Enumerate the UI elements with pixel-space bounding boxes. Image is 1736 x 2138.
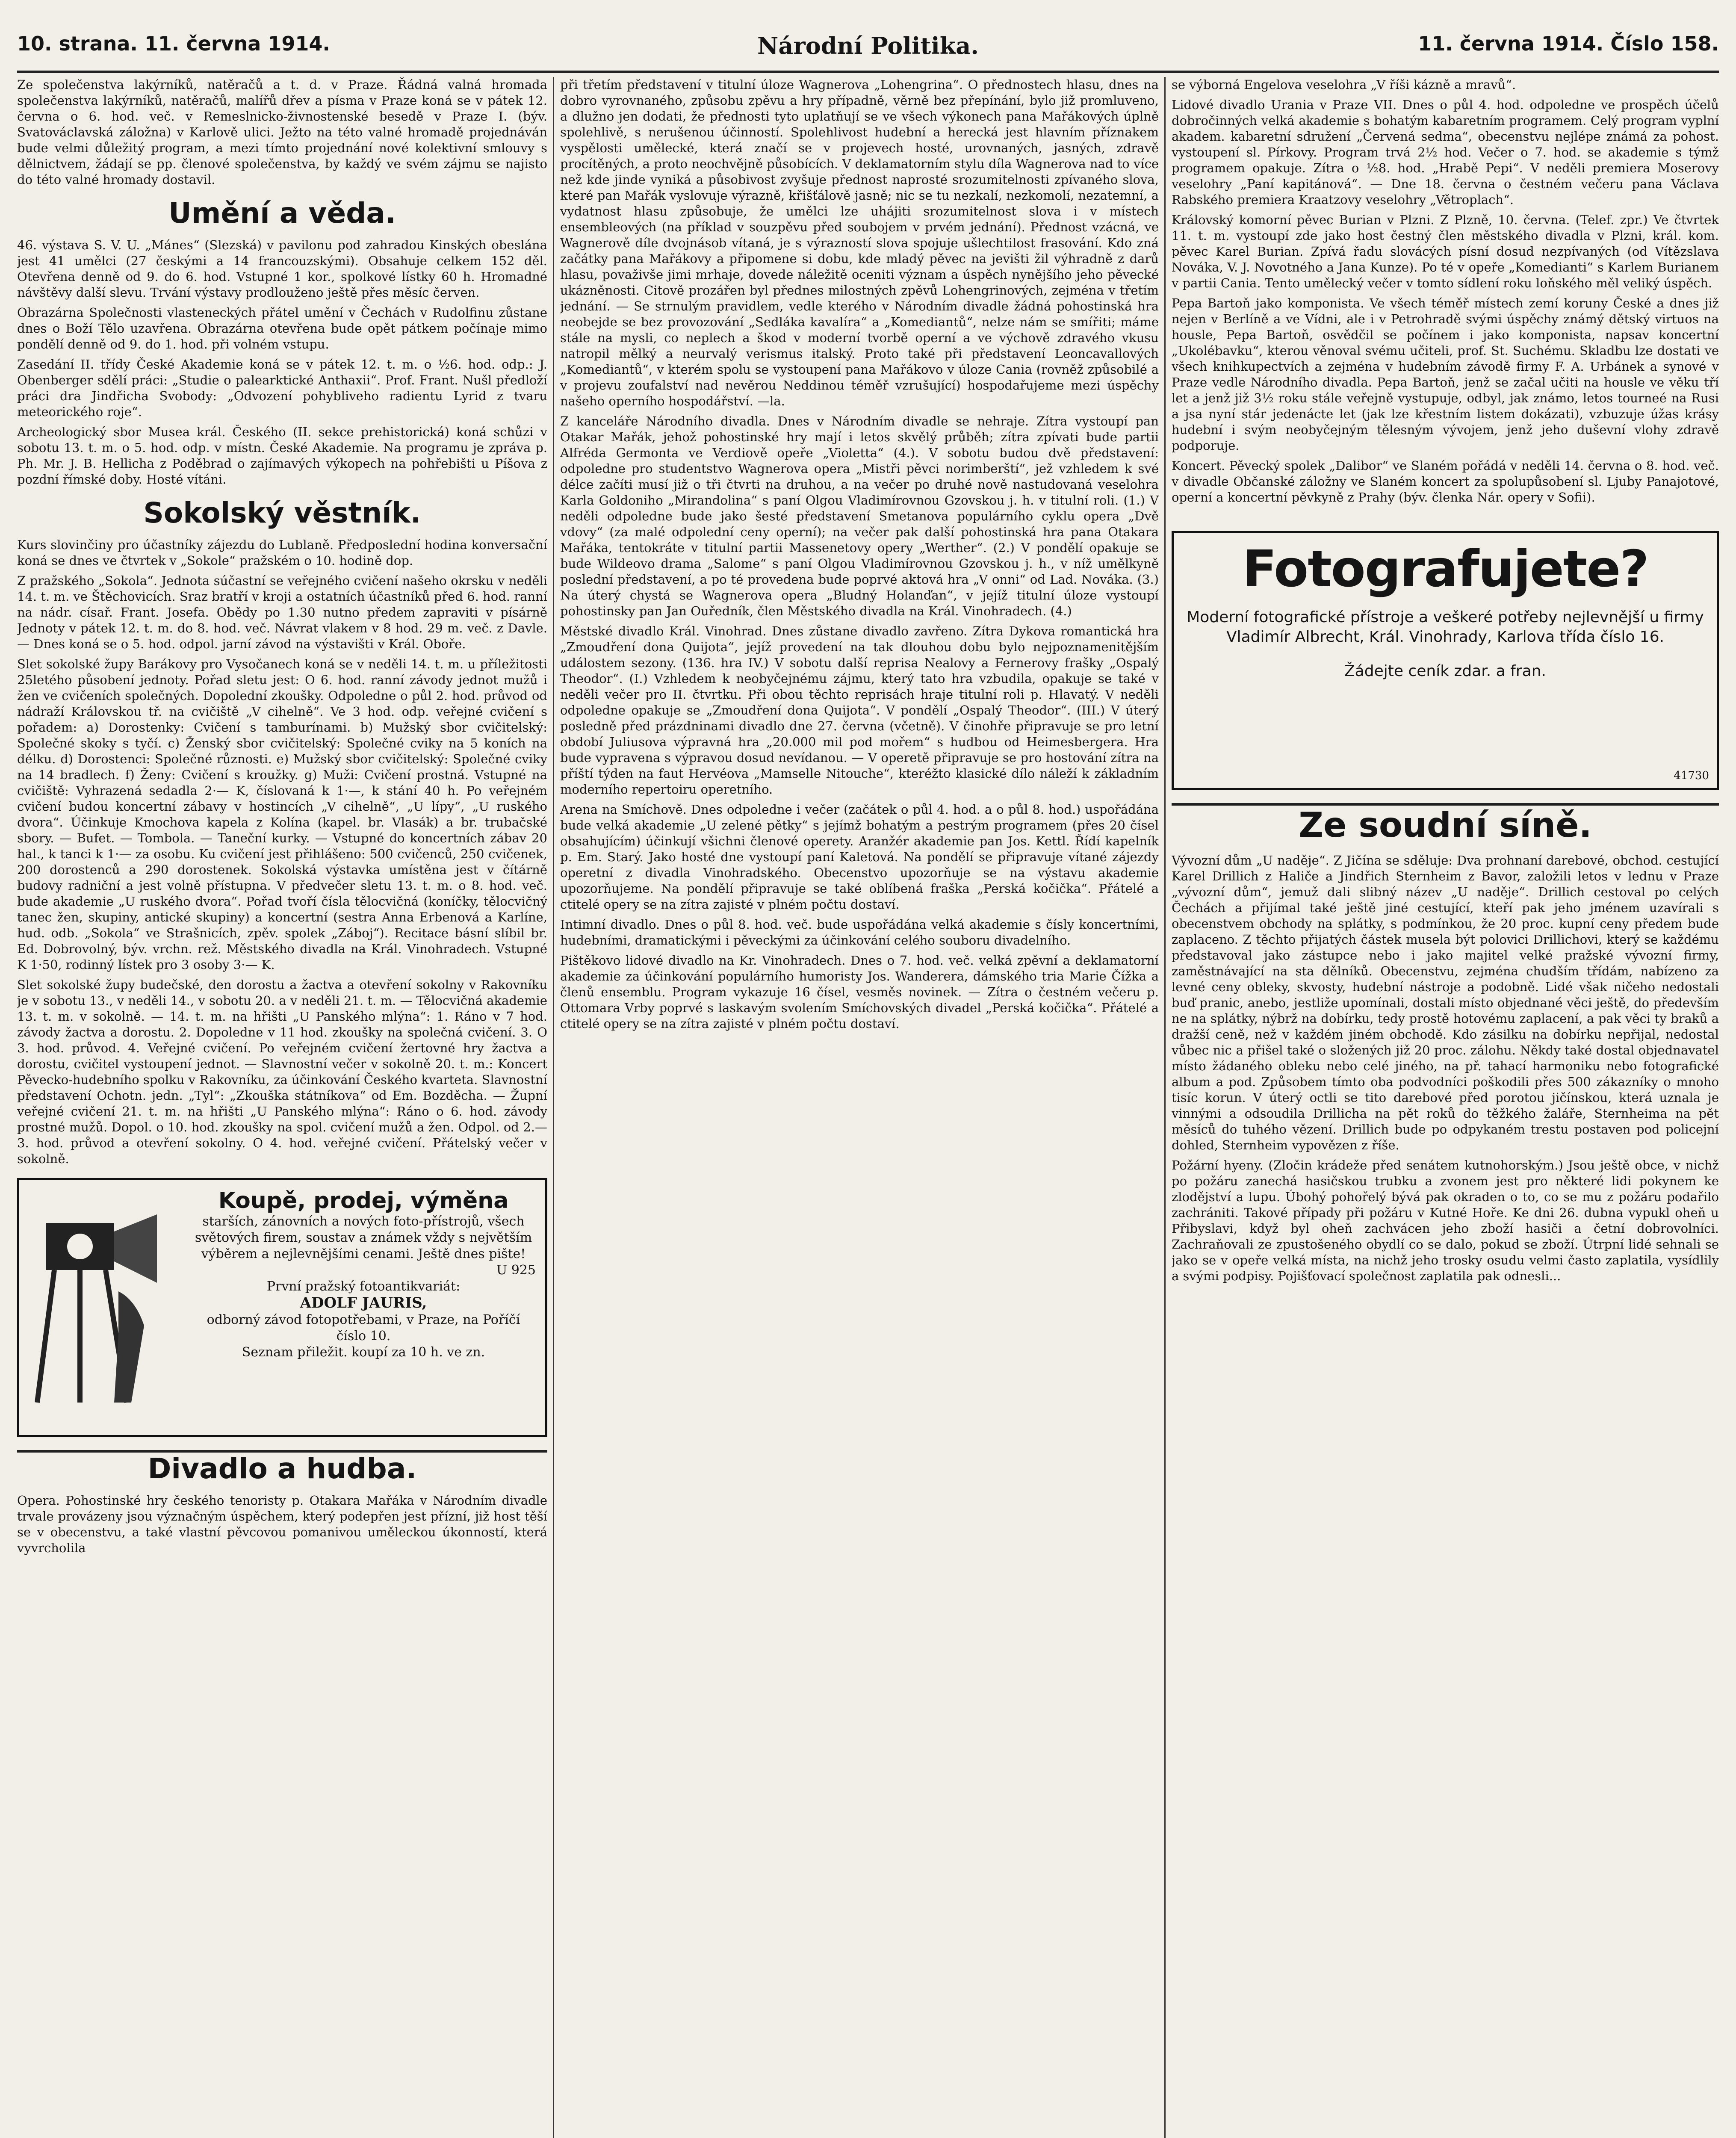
article-continued: se výborná Engelova veselohra „V říši kázně a mravů“.	[1172, 77, 1516, 92]
article-koncert: Koncert. Pěvecký spolek „Dalibor“ ve Slaném pořádá v neděli 14. června o 8. hod. več. v divadle Občanské záložny ve Slaném koncert za spolupůsobení sl. Ljuby Panajotové, operní a koncertní pěvkyně z Prahy (býv. členka Nár. opery v Sofii).	[1172, 458, 1719, 505]
page-issue-left: 10. strana. 11. června 1914.	[17, 32, 330, 55]
masthead	[17, 24, 1719, 73]
article-vyvozni-dum: Vývozní dům „U naděje“. Z Jičína se sděluje: Dva prohnaní darebové, obchod. cestující Karel Drillich z Haliče a Jindřich Sternheim z Bavor, založili letos v lednu v Praze „vývozní dům“, jemuž dali slibný název „U naděje“. Drillich cestoval po celých Čechách a přijímal také ještě jiné cestující, kteří pak jeho jménem uzavírali s obecenstvem obchody na splátky, s podmínkou, že 20 proc. kupní ceny předem bude zaplaceno. Z těchto přijatých částek musela být polovici Drillichovi, který se každému představoval jako zástupce nebo i jako majitel velké pražské vývozní firmy, zaměstnávající na sta dělníků. Obecenstvu, zejména chudším třídám, nabízeno za levné ceny obleky, skvosty, hudební nástroje a podobně. Lidé však ničeho nedostali buď pranic, anebo, jestliže upomínali, dostali místo objednané věci ještě, do především ne na splátky, nýbrž na dobírku, tedy prostě hotovému zaplacení, a pak věci ty braků a dražší ceně, než v každém jiném obchodě. Kdo zásilku na dobírku nepřijal, nedostal vůbec nic a přišel také o složených již 20 proc. zálohu. Někdy také dostal objednavatel místo žádaného obleku nebo celé jiného, na př. tahací harmoniku nebo fotografické album a pod. Způsobem tímto oba podvodníci poškodili přes 500 zákazníky o mnoho tisíc korun. V úterý octli se tito darebové před porotou jičínskou, která uznala je vinnými a odsoudila Drillicha na pět roků do těžkého žaláře, Sternheima na pět měsíců do tuhého vězení. Drillich bude po odpykaném trestu postaven pod policejní dohled, Sternheim vypovězen z říše.	[1172, 853, 1719, 1152]
article-opera-continued: při třetím představení v titulní úloze Wagnerova „Lohengrina“. O přednostech hlasu, dnes na dobro vyrovnaného, způsobu zpěvu a hry případně, věrně bez přepínání, bylo již promluveno, a dlužno jen dodati, že přednosti tyto uplatňují se ve všech výkonech pana Mařákových úplně spolehlivě, s nerušenou účinností. Spolehlivost hudební a herecká jest hlavním příznakem vyspělosti umělecké, která značí se v projevech hosté, urovnaných, jasných, zdravě procítěných, a proto neochvějně působících. V deklamatorním stylu díla Wagnerova nad to více než kde jinde vyniká a působivost zvyšuje přednost naprosté srozumitelnosti zpívaného slova, které pan Mařák vyslovuje výrazně, křišťálově jasně; nic se tu nezkalí, nezkomolí, nezatemní, a vydatnost hlasu způsobuje, že umělci lze uhájiti srozumitelnost slova i v místech ensembleových (na příklad v souzpěvu před soubojem v prvém jednání). Přednost vzácná, ve Wagnerově díle dvojnásob vítaná, je s výrazností slova spojuje ušlechtilost frasování. Kdo zná začátky pana Mařákovy a připomene si dobu, kde mladý pěvec na jevišti žil výhradně z darů hlasu, považivše jimi mrhaje, dovede náležitě oceniti význam a úspěch nynějšího jeho pěvecké ukázněnosti. Citově prozářen byl přednes milostných zpěvů Lohengrinových, zejména v třetím jednání. — Se strnulým pravidlem, vedle kterého v Národním divadle žádná pohostinská hra neobejde se bez provozování „Sedláka kavalíra“ a „Komediantů“, nelze nám se smířiti; máme stále na mysli, co neplech a škod v moderní tvorbě operní a ve výchově zdravého vkusu natropil mělký a neurvalý verismus italský. Proto také při představení Leoncavallových „Komediantů“, v kterém spolu se vystoupení pana Mařákovo v úloze Cania (rovněž způsobilé a v projevu zoufalství nad nevěrou Neddinou téměř vzrušující) hospodařujeme mezi úspěchy našeho operního hospodářství. —la.	[560, 77, 1159, 408]
ad-headline: Fotografujete?	[1242, 539, 1648, 598]
article-intimni: Intimní divadlo. Dnes o půl 8. hod. več. bude uspořádána velká akademie s čísly koncertními, hudebními, dramatickými i pěveckými za účinkování celého souboru divadelního.	[560, 917, 1159, 948]
column-1	[17, 77, 547, 2138]
column-3	[1172, 77, 1719, 2138]
article-barton: Pepa Bartoň jako komponista. Ve všech téměř místech zemí koruny České a dnes již nejen v Berlíně a ve Vídni, ale i v Petrohradě svými úspěchy známý dětský virtuos na housle, Pepa Bartoň, osvědčil se počínem i jako komponista, napsav koncertní „Ukolébavku“, kterou věnoval svému učiteli, prof. St. Suchému. Skladbu lze dostati ve všech knihkupectvích a zejména v hudebním závodě firmy F. A. Urbánek a synové v Praze vedle Národního divadla. Pepa Bartoň, jenž se začal učiti na housle ve věku tří let a jenž již 3½ roku stále veřejně vystupuje, odbyl, jak známo, letos tourneé na Rusi a jsa nyní stár jedenácte let (jak lze křestním listem dokázati), vzbuzuje úžas krásy hudební i svým neobyčejným tělesným vývojem, jenž jeho duševní vlohy zdravě podporuje.	[1172, 296, 1719, 453]
ad-first-line: První pražský fotoantikvariát:	[266, 1279, 461, 1294]
article-pozarni-hyeny: Požární hyeny. (Zločin krádeže před senátem kutnohorským.) Jsou ještě obce, v nichž po požáru zanechá hasičskou trubku a zvonem jest pro některé lidi pokynem ke zlodějství a lupu. Úbohý pohořelý bývá pak okraden o to, co se mu z požáru podařilo zachrániti. Takové případy při požáru v Kutné Hoře. Ke dni 26. dubna vypukl oheň u Přibyslavi, když byl oheň zachvácen jeho zboží hasiči a četní dobrovolníci. Zachraňovali ze zpustošeného obydlí co se dalo, pokud se zboží. Útrpní lidé sehnali se jako se v opeře velká místa, na nichž jeho trosky osudu velmi často zaplatila, vysídlily a svými podpisy. Pojišťovací společnost zaplatila pak odnesli...	[1172, 1158, 1719, 1283]
article-archeologicky: Archeologický sbor Musea král. Českého (II. sekce prehistorická) koná schůzi v sobotu 13. t. m. o 5. hod. odp. v místn. České Akademie. Na programu je zpráva p. Ph. Mr. J. B. Hellicha z Poděbrad o zajímavých výkopech na pohřebišti u Píšova z pozdní římské doby. Hosté vítáni.	[17, 425, 547, 487]
article-prazsky-sokol: Z pražského „Sokola“. Jednota súčastní se veřejného cvičení našeho okrsku v neděli 14. t. m. ve Štěchovicích. Sraz bratří v kroji a ostatních účastníků před 6. hod. ranní na nádr. císař. Frant. Josefa. Obědy po 1.30 nutno předem zapraviti v písárně Jednoty v pátek 12. t. m. do 8. hod. več. Návrat vlakem v 8 hod. 29 m. več. z Davle. — Dnes koná se o 5. hod. odpol. jarní závod na výstavišti v Král. Oboře.	[17, 573, 547, 651]
advertisement-jauris	[17, 1178, 547, 1437]
ad-title: Koupě, prodej, výměna	[218, 1188, 509, 1214]
ad-number: 41730	[1674, 769, 1709, 782]
article-mestske-divadlo: Městské divadlo Král. Vinohrad. Dnes zůstane divadlo zavřeno. Zítra Dykova romantická hra „Zmoudření dona Quijota“, jejíž provedení na tak dlouhou dobu bylo nejpoznamenitějším událostem sezony. (136. hra IV.) V sobotu další reprisa Nealovy a Fernerovy frašky „Ospalý Theodor“. (I.) Vzhledem k neobyčejnému zájmu, který tato hra vzbudila, opakuje se také v neděli večer pro II. čtvrtku. Při obou těchto reprisách hraje titulní roli p. Hlavatý. V neděli odpoledne opakuje se „Zmoudření dona Quijota“. V pondělí „Ospalý Theodor“. (III.) V úterý posledně před prázdninami divadlo dne 27. června (včetně). V činohře připravuje se pro letní období Juliusova výpravná hra „20.000 mil pod mořem“ s hudbou od Heimesbergera. Hra bude vypravena s výpravou dosud nevídanou. — V operetě připravuje se pro hostování zítra na příští týden na faut Hervéova „Mamselle Nitouche“, kteréžto klasické dílo náleží k základním moderního repertoiru operetního.	[560, 624, 1159, 797]
article-kurs: Kurs slovinčiny pro účastníky zájezdu do Lublaně. Předposlední hodina konversační koná se dnes ve čtvrtek v „Sokole“ pražském o 10. hodině dop.	[17, 537, 547, 568]
article-kancelar: Z kanceláře Národního divadla. Dnes v Národním divadle se nehraje. Zítra vystoupí pan Otakar Mařák, jehož pohostinské hry mají i letos skvělý průběh; zítra zpívati bude partii Alfréda Germonta ve Verdiově opeře „Violetta“ (4.). V sobotu budou dvě představení: odpoledne pro studentstvo Wagnerova opera „Mistři pěvci norimberští“, jež vzhledem k své délce začíti musí již o tři čtvrti na druhou, a na večer po druhé nově nastudovaná veselohra Karla Goldoniho „Mirandolina“ s paní Olgou Vladimírovnou Gzovskou j. h. v titulní roli. (1.) V neděli odpoledne bude jako šesté představení Smetanova populárního cyklu opera „Dvě vdovy“ (za malé odpolední ceny operní); na večer pak další pohostinská hra pana Otakara Mařáka, tentokráte v titulní partii Massenetovy opery „Werther“. (2.) V pondělí opakuje se bude Wildeovo drama „Salome“ s paní Olgou Vladimírovnou Gzovskou j. h., v níž umělkyně poslední představení, a po té provedena bude poprvé aktová hra „V onni“ od Lad. Nováka. (3.) Na úterý chystá se Wagnerova opera „Bludný Holanďan“, v jejíž titulní úloze vystoupí pohostinsky pan Jan Ouředník, člen Městského divadla na Král. Vinohradech. (4.)	[560, 414, 1159, 618]
ad-text: starších, zánovních a nových foto-přístrojů, všech světových firem, soustav a známek vždy s největším výběrem a nejlevnějšími cenami. Ještě dnes pište!	[195, 1214, 532, 1261]
ad-address: odborný závod fotopotřebami, v Praze, na Poříčí číslo 10.	[207, 1312, 520, 1344]
column-rule	[553, 77, 554, 2138]
column-2	[560, 77, 1159, 2138]
section-heading-umeni: Umění a věda.	[168, 197, 396, 230]
ad-note: Žádejte ceník zdar. a fran.	[1344, 662, 1546, 680]
article-arena: Arena na Smíchově. Dnes odpoledne i večer (začátek o půl 4. hod. a o půl 8. hod.) uspořádána bude velká akademie „U zelené pětky“ s jejímž bohatým a pestrým programem (přes 20 čísel obsahujícím) účinkují všichni členové operety. Aranžér akademie pan Jos. Kettl. Řídí kapelník p. Em. Starý. Jako hosté dne vystoupí paní Kaletová. Na pondělí se připravuje vítané zájezdy operetní z divadla Vinohradského. Obecenstvo upozorňuje se na výstavu akademie upozorňujeme. Na pondělí připravuje se také oblíbená fraška „Perská kočička“. Přátelé a ctitelé opery se na zítra zajisté v plném počtu dostaví.	[560, 802, 1159, 912]
article-slet-barakovy: Slet sokolské župy Barákovy pro Vysočanech koná se v neděli 14. t. m. u příležitosti 25letého působení jednoty. Pořad sletu jest: O 6. hod. ranní závody jednot mužů i žen ve cvičeních společných. Dopolední zkoušky. Odpoledne o půl 2. hod. průvod od nádraží Královskou tř. na cvičiště „V cihelně“. Ve 3 hod. odp. veřejné cvičení s pořadem: a) Dorostenky: Cvičení s tamburínami. b) Mužský sbor cvičitelský: Společné skoky s tyčí. c) Ženský sbor cvičitelský: Společné cviky na 5 koních na délku. d) Dorostenci: Společné různosti. e) Mužský sbor cvičitelský: Společné cviky na 14 bradlech. f) Ženy: Cvičení s kroužky. g) Muži: Cvičení prostná. Vstupné na cvičiště: Vyhrazená sedadla 2·— K, číslovaná k 1·—, k stání 40 h. Po veřejném cvičení budou koncertní zábavy v hostincích „V cihelně“, „U lípy“, „U ruského dvora“. Účinkuje Kmochova kapela z Kolína (kapel. br. Vlasák) a br. trubačské sbory. — Bufet. — Tombola. — Taneční kurky. — Vstupné do koncertních zábav 20 hal., k tanci k 1·— za osobu. Ku cvičení jest přihlášeno: 500 cvičenců, 250 cvičenek, 200 dorostenců a 290 dorostenek. Sokolská výstavka umístěna jest v čítárně budovy radniční a jest volně přístupna. V předvečer sletu 13. t. m. o 8. hod. več. bude akademie „U ruského dvora“. Pořad tvoří čísla tělocvičná (koníčky, tělocvičný tanec žen, skupiny, antické skupiny) a koncertní (sestra Anna Erbenová a Karlíne, hud. odb. „Sokola“ ve Strašnicích, zpěv. spolek „Záboj“). Recitace básní slíbil br. Ed. Dobrovolný, býv. vrchn. rež. Městského divadla na Král. Vinohradech. Vstupné K 1·50, rodinný lístek pro 3 osoby 3·— K.	[17, 657, 547, 972]
photographer-illustration-icon	[29, 1189, 174, 1411]
article-pistkovo: Pištěkovo lidové divadlo na Kr. Vinohradech. Dnes o 7. hod. več. velká zpěvní a deklamatorní akademie za účinkování populárního humoristy Jos. Wanderera, dámského tria Marie Čížka a členů ensemblu. Program vykazuje 16 čísel, vesměs novinek. — Zítra o čestném večeru p. Ottomara Vrby poprvé s laskavým svolením Smíchovských divadel „Perská kočička“. Přátelé a ctitelé opery se na zítra zajisté v plném počtu dostaví.	[560, 953, 1159, 1031]
page-issue-right: 11. června 1914. Číslo 158.	[1418, 32, 1719, 55]
article-lakyrnici: Ze společenstva lakýrníků, natěračů a t. d. v Praze. Řádná valná hromada společenstva lakýrníků, natěračů, malířů dřev a písma v Praze koná se v pátek 12. června o 6. hod. več. v Remeslnicko-živnostenské besedě v Praze I. (býv. Svatováclavská záložna) v Karlově ulici. Ježto na této valné hromadě projednáván bude velmi důležitý program, a mezi tímto projednání nové kolektivní smlouvy s dělnictvem, žádají se pp. členové společenstva, by každý ve svém zájmu se najisto do této valné hromady dostavil.	[17, 77, 547, 187]
article-zasedani: Zasedání II. třídy České Akademie koná se v pátek 12. t. m. o ½6. hod. odp.: J. Obenberger sdělí práci: „Studie o palearktické Anthaxii“. Prof. Frant. Nušl předloží práci dra Jindřicha Svobody: „Odvození pohybliveho radientu Lyrid z tvaru meteorického roje“.	[17, 357, 547, 419]
article-obrazarna: Obrazárna Společnosti vlasteneckých přátel umění v Čechách v Rudolfinu zůstane dnes o Boží Tělo uzavřena. Obrazárna otevřena bude opět pátkem počínaje mimo pondělí denně od 9. do 1. hod. při volném vstupu.	[17, 305, 547, 351]
ad-body	[191, 1214, 536, 1361]
ad-footer: Seznam přiležit. koupí za 10 h. ve zn.	[242, 1345, 485, 1360]
article-opera: Opera. Pohostinské hry českého tenoristy p. Otakara Mařáka v Národním divadle trvale provázeny jsou význačným úspěchem, který podepřen jest přízní, již host těší se v obecenstvu, a také vlastní pěvcovou pomanivou uměleckou úkonností, která vyvrcholila	[17, 1493, 547, 1555]
column-rule	[1164, 77, 1166, 2138]
section-heading-soud: Ze soudní síně.	[1172, 803, 1719, 845]
ad-body: Moderní fotografické přístroje a veškeré potřeby nejlevnější u firmy Vladimír Albrecht, Král. Vinohrady, Karlova třída číslo 16.	[1187, 608, 1704, 646]
section-heading-sokol: Sokolský věstník.	[143, 496, 421, 529]
ad-company-name: ADOLF JAURIS,	[300, 1294, 427, 1311]
article-burian: Královský komorní pěvec Burian v Plzni. Z Plzně, 10. června. (Telef. zpr.) Ve čtvrtek 11. t. m. vystoupí zde jako host čestný člen městského divadla v Plzni, král. kom. pěvec Karel Burian. Zpívá řadu slovácých písní dosud nezpívaných (od Vítězslava Nováka, V. J. Novotného a Jana Kunze). Po té v opeře „Komedianti“ s Karlem Burianem v partii Cania. Tento umělecký večer v tomto sídlení roku loňského měl veliký úspěch.	[1172, 213, 1719, 290]
advertisement-fotografujete	[1172, 531, 1719, 790]
article-vystava: 46. výstava S. V. U. „Mánes“ (Slezská) v pavilonu pod zahradou Kinských obeslána jest 41 umělci (27 českými a 14 francouzskými). Obsahuje celkem 152 děl. Otevřena denně od 9. do 6. hod. Vstupné 1 kor., spolkové lístky 60 h. Hromadné návštěvy další slevu. Trvání výstavy prodlouženo ještě přes měsíc červen.	[17, 238, 547, 300]
ad-number: U 925	[496, 1263, 536, 1278]
newspaper-title: Národní Politika.	[757, 32, 979, 59]
article-urania: Lidové divadlo Urania v Praze VII. Dnes o půl 4. hod. odpoledne ve prospěch účelů dobročinných velká akademie s bohatým kabaretním programem. Celý program vyplní akadem. kabaretní sdružení „Červená sedma“, obecenstvu nejlépe známá za pohost. vystoupení sl. Pírkovy. Program trvá 2½ hod. Večer o 7. hod. se akademie s týmž programem opakuje. Zítra o ½8. hod. „Hrabě Pepi“. V neděli premiera Moserovy veselohry „Paní kapitánová“. — Dne 18. června o čestném večeru pana Václava Rabského premiera Kraatzovy veselohry „Větroplach“.	[1172, 97, 1719, 207]
article-slet-budecske: Slet sokolské župy budečské, den dorostu a žactva a otevření sokolny v Rakovníku je v sobotu 13., v neděli 14., v sobotu 20. a v neděli 21. t. m. — Tělocvičná akademie 13. t. m. v sokolně. — 14. t. m. na hřišti „U Panského mlýna“: 1. Ráno v 7 hod. závody žactva a dorostu. 2. Dopoledne v 11 hod. zkoušky na společná cvičení. 3. O 3. hod. průvod. 4. Veřejné cvičení. Po veřejném cvičení žertovné hry žactva a dorostu, cvičitel vystoupení jednot. — Slavnostní večer v sokolně 20. t. m.: Koncert Pěvecko-hudebního spolku v Rakovníku, za účinkování Českého kvarteta. Slavnostní představení Ochotn. jedn. „Tyl“: „Zkouška státníkova“ od Em. Bozděcha. — Župní veřejné cvičení 21. t. m. na hřišti „U Panského mlýna“: Ráno o 6. hod. závody prostné mužů. Dopol. o 10. hod. zkoušky na spol. cvičení mužů a žen. Odpol. od 2.—3. hod. průvod a otevření sokolny. O 4. hod. veřejné cvičení. Přátelský večer v sokolně.	[17, 977, 547, 1166]
section-heading-divadlo: Divadlo a hudba.	[17, 1450, 547, 1485]
